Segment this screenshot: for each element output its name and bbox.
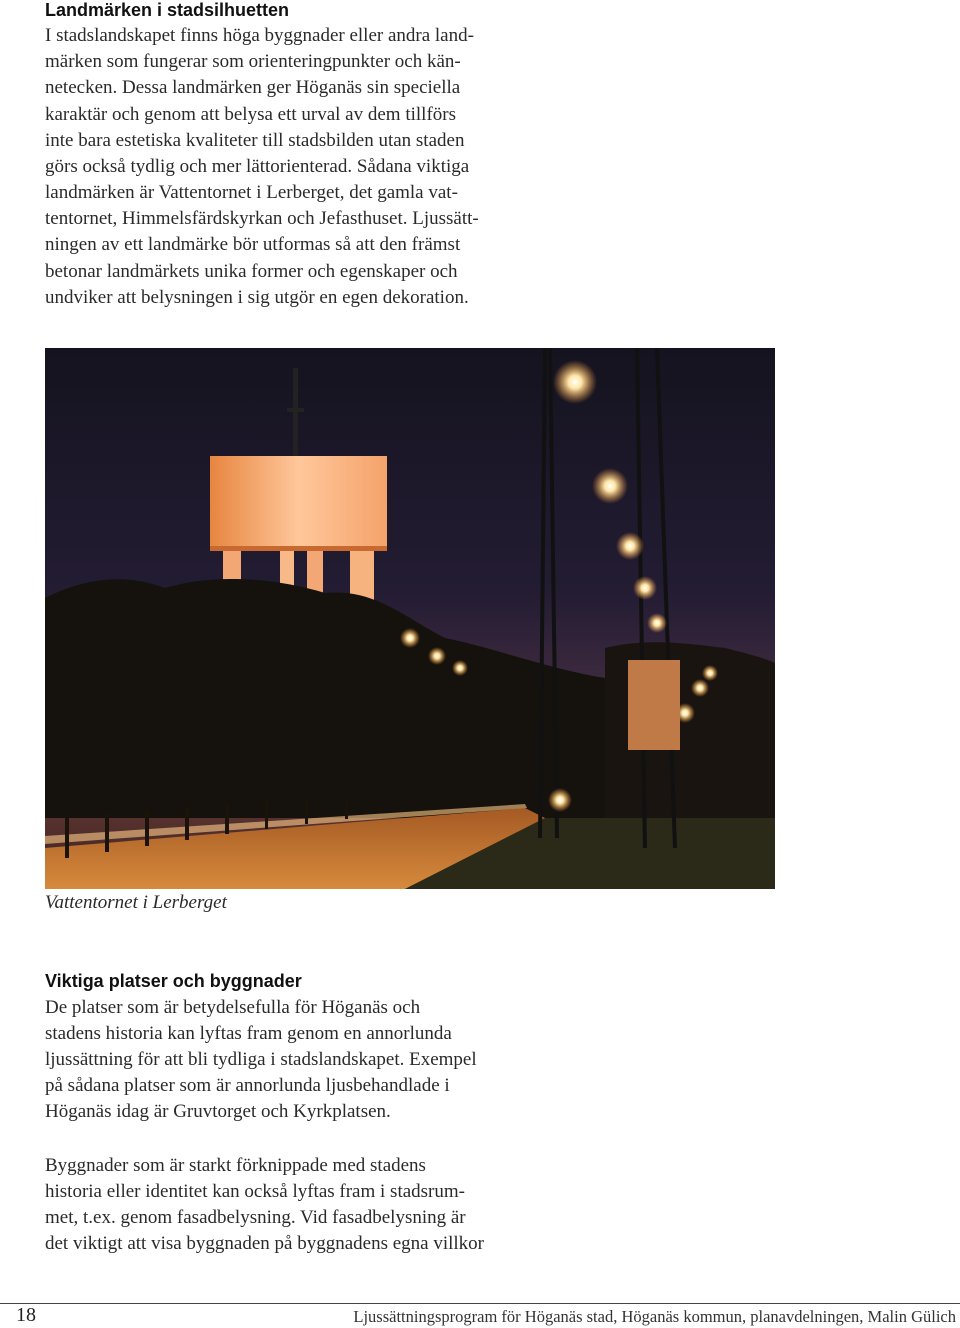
body-line: I stadslandskapet finns höga byggnader eller andra land- [45, 25, 474, 46]
photo-caption: Vattentornet i Lerberget [45, 892, 227, 913]
section-heading-places: Viktiga platser och byggnader [45, 971, 302, 991]
water-tower-night-photo [45, 348, 775, 889]
body-line: De platser som är betydelsefulla för Höganäs och [45, 997, 421, 1018]
body-line: inte bara estetiska kvaliteter till stadsbilden utan staden [45, 130, 465, 151]
body-line: stadens historia kan lyftas fram genom en annorlunda [45, 1023, 452, 1044]
body-line: historia eller identitet kan också lyftas fram i stadsrum- [45, 1181, 465, 1202]
body-line: görs också tydlig och mer lättorienterad. Sådana viktiga [45, 156, 470, 177]
body-line: betonar landmärkets unika former och egenskaper och [45, 261, 458, 282]
page-number: 18 [16, 1304, 36, 1326]
body-line: ningen av ett landmärke bör utformas så att den främst [45, 234, 461, 255]
body-line: Höganäs idag är Gruvtorget och Kyrkplatsen. [45, 1101, 391, 1122]
body-line: met, t.ex. genom fasadbelysning. Vid fasadbelysning är [45, 1207, 466, 1228]
body-line: karaktär och genom att belysa ett urval av dem tillförs [45, 104, 456, 125]
body-line: tentornet, Himmelsfärdskyrkan och Jefasthuset. Ljussätt- [45, 208, 479, 229]
body-line: landmärken är Vattentornet i Lerberget, det gamla vat- [45, 182, 458, 203]
body-line: Byggnader som är starkt förknippade med stadens [45, 1155, 426, 1176]
body-line: märken som fungerar som orienteringpunkter och kän- [45, 51, 461, 72]
body-line: netecken. Dessa landmärken ger Höganäs sin speciella [45, 77, 461, 98]
footer-text: Ljussättningsprogram för Höganäs stad, Höganäs kommun, planavdelningen, Malin Gülich [353, 1307, 956, 1326]
section-heading-landmarks: Landmärken i stadsilhuetten [45, 0, 290, 20]
body-line: på sådana platser som är annorlunda ljusbehandlade i [45, 1075, 450, 1096]
footer-divider [0, 1303, 960, 1304]
body-line: undviker att belysningen i sig utgör en egen dekoration. [45, 287, 469, 308]
body-line: det viktigt att visa byggnaden på byggnadens egna villkor [45, 1233, 485, 1254]
body-line: ljussättning för att bli tydliga i stadslandskapet. Exempel [45, 1049, 477, 1070]
